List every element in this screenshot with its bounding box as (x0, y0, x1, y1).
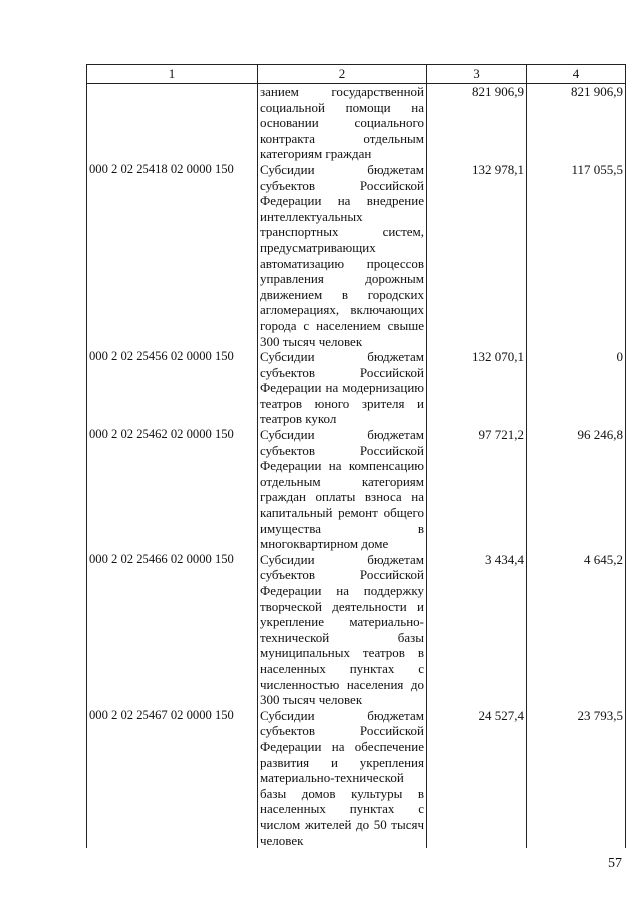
budget-code: 000 2 02 25462 02 0000 150 (87, 427, 258, 552)
value-column-3: 132 978,1 (427, 162, 527, 349)
column-header-1: 1 (87, 65, 258, 84)
column-header-4: 4 (527, 65, 626, 84)
page-number: 57 (608, 856, 622, 871)
value-column-4: 821 906,9 (527, 84, 626, 162)
revenue-table (86, 64, 626, 848)
table-row (87, 349, 626, 427)
table-row (87, 84, 626, 162)
value-column-4: 0 (527, 349, 626, 427)
budget-code: 000 2 02 25466 02 0000 150 (87, 552, 258, 708)
row-description: Субсидии бюджетам субъектов Российской Федерации на поддержку творческой деятельности и укрепление материально-технической базы муниципальных театров в населенных пунктах с численностью населения до 300 тысяч человек (258, 552, 427, 708)
row-description: Субсидии бюджетам субъектов Российской Федерации на обеспечение развития и укрепления материально-технической базы домов культуры в населенных пунктах с числом жителей до 50 тысяч человек (258, 708, 427, 848)
value-column-3: 24 527,4 (427, 708, 527, 848)
table-row (87, 552, 626, 708)
row-description: Субсидии бюджетам субъектов Российской Федерации на компенсацию отдельным категориям граждан оплаты взноса на капитальный ремонт общего имущества в многоквартирном доме (258, 427, 427, 552)
column-header-3: 3 (427, 65, 527, 84)
budget-code (87, 84, 258, 162)
table-row (87, 427, 626, 552)
column-header-2: 2 (258, 65, 427, 84)
value-column-3: 97 721,2 (427, 427, 527, 552)
value-column-3: 3 434,4 (427, 552, 527, 708)
table-row (87, 708, 626, 848)
budget-code: 000 2 02 25418 02 0000 150 (87, 162, 258, 349)
table-row (87, 162, 626, 349)
header-row (87, 65, 626, 84)
value-column-4: 117 055,5 (527, 162, 626, 349)
value-column-4: 4 645,2 (527, 552, 626, 708)
budget-code: 000 2 02 25467 02 0000 150 (87, 708, 258, 848)
budget-code: 000 2 02 25456 02 0000 150 (87, 349, 258, 427)
row-description: занием государственной социальной помощи на основании социального контракта отдельным категориям граждан (258, 84, 427, 162)
row-description: Субсидии бюджетам субъектов Российской Федерации на модернизацию театров юного зрителя и театров кукол (258, 349, 427, 427)
value-column-4: 23 793,5 (527, 708, 626, 848)
value-column-4: 96 246,8 (527, 427, 626, 552)
value-column-3: 821 906,9 (427, 84, 527, 162)
row-description: Субсидии бюджетам субъектов Российской Федерации на внедрение интеллектуальных транспортных систем, предусматривающих автоматизацию процессов управления дорожным движением в городских агломерациях, включающих города с населением свыше 300 тысяч человек (258, 162, 427, 349)
value-column-3: 132 070,1 (427, 349, 527, 427)
